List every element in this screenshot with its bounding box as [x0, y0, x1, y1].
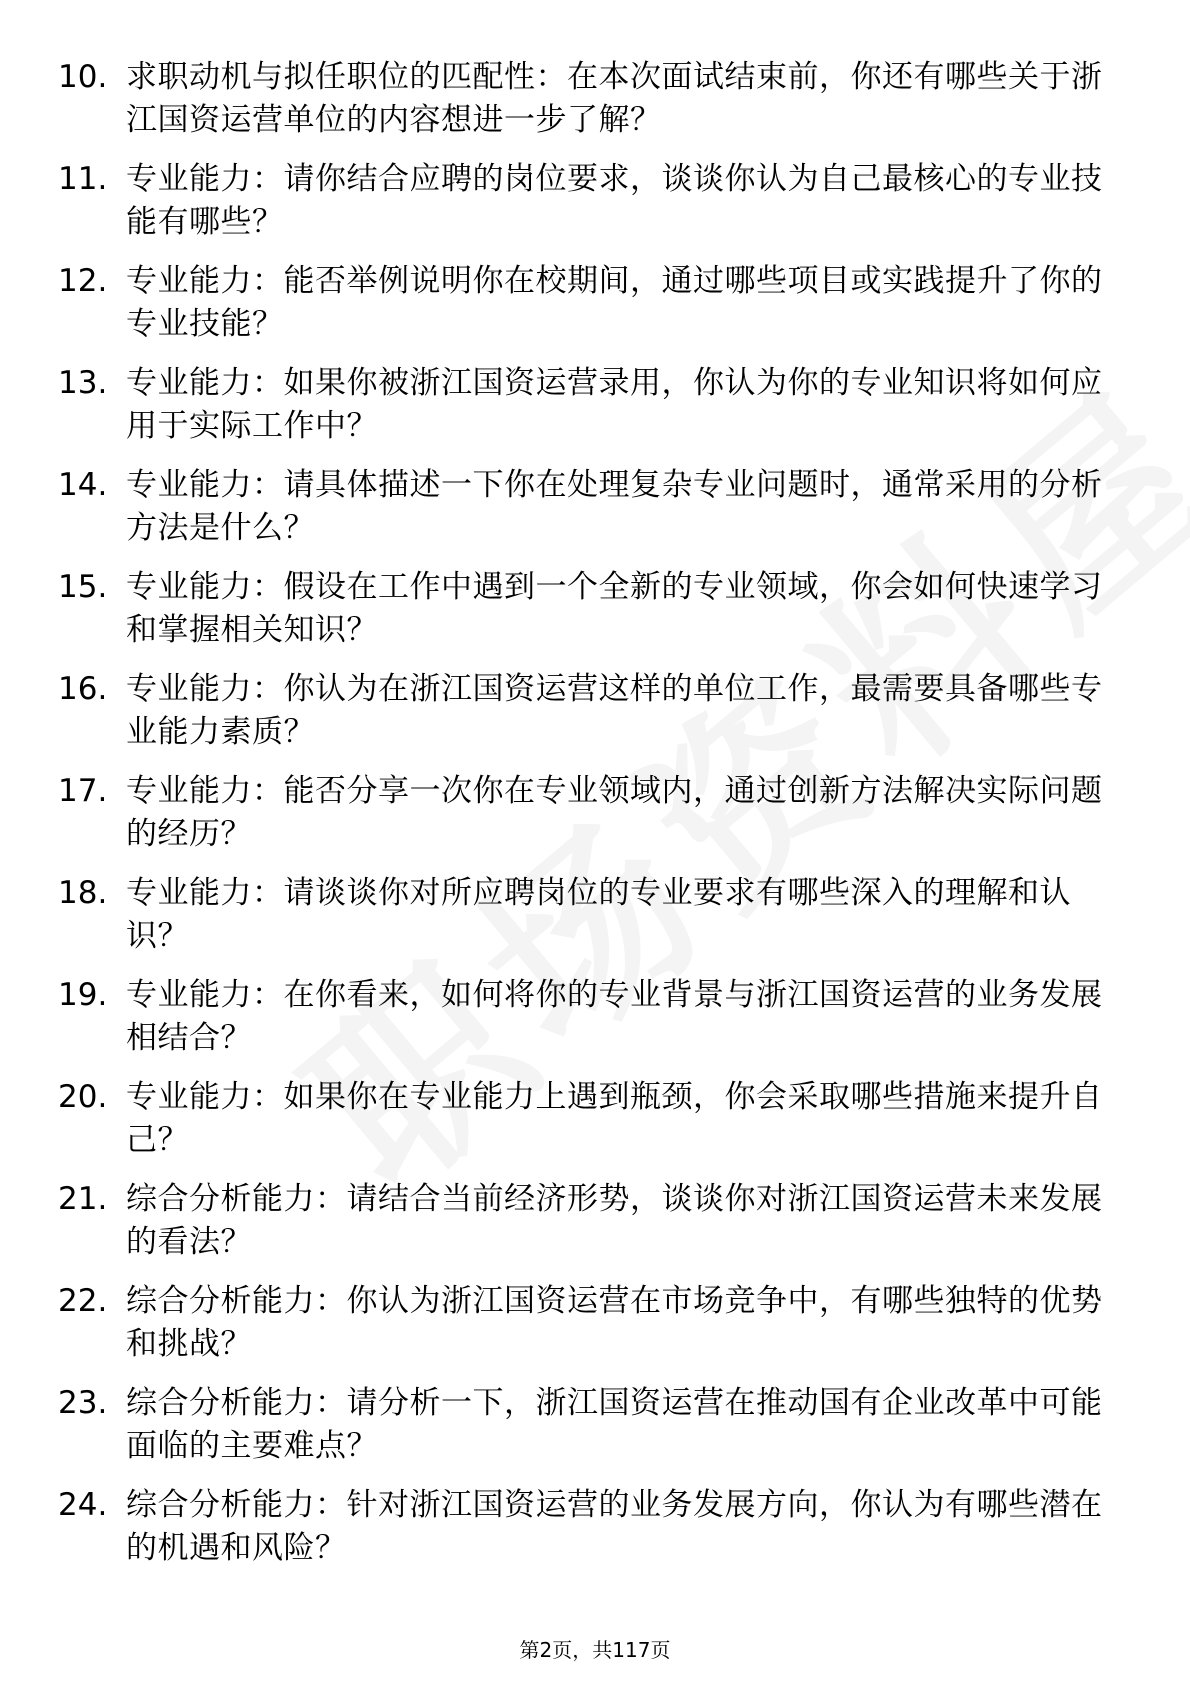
list-item [58, 1178, 1118, 1264]
question-text: 专业能力：如果你在专业能力上遇到瓶颈，你会采取哪些措施来提升自己？ [126, 1079, 1103, 1158]
list-item [58, 1382, 1118, 1468]
list-item [58, 566, 1118, 652]
question-text: 专业能力：如果你被浙江国资运营录用，你认为你的专业知识将如何应用于实际工作中？ [126, 365, 1103, 444]
question-text: 综合分析能力：针对浙江国资运营的业务发展方向，你认为有哪些潜在的机遇和风险？ [126, 1487, 1103, 1566]
question-number: 14. [58, 467, 108, 503]
question-text: 综合分析能力：请分析一下，浙江国资运营在推动国有企业改革中可能面临的主要难点？ [126, 1385, 1103, 1464]
question-number: 13. [58, 365, 108, 401]
list-item [58, 974, 1118, 1060]
list-item [58, 1484, 1118, 1570]
question-text: 专业能力：假设在工作中遇到一个全新的专业领域，你会如何快速学习和掌握相关知识？ [126, 569, 1103, 648]
question-number: 18. [58, 875, 108, 911]
list-item [58, 770, 1118, 856]
question-number: 21. [58, 1181, 108, 1217]
list-item [58, 1280, 1118, 1366]
question-number: 22. [58, 1283, 108, 1319]
list-item [58, 260, 1118, 346]
question-number: 11. [58, 161, 108, 197]
list-item [58, 362, 1118, 448]
question-number: 20. [58, 1079, 108, 1115]
question-number: 19. [58, 977, 108, 1013]
list-item [58, 56, 1118, 142]
question-number: 10. [58, 59, 108, 95]
list-item [58, 668, 1118, 754]
list-item [58, 1076, 1118, 1162]
question-number: 23. [58, 1385, 108, 1421]
question-text: 求职动机与拟任职位的匹配性：在本次面试结束前，你还有哪些关于浙江国资运营单位的内容想进一步了解？ [126, 59, 1103, 138]
question-number: 15. [58, 569, 108, 605]
question-text: 综合分析能力：你认为浙江国资运营在市场竞争中，有哪些独特的优势和挑战？ [126, 1283, 1103, 1362]
list-item [58, 872, 1118, 958]
question-text: 专业能力：在你看来，如何将你的专业背景与浙江国资运营的业务发展相结合？ [126, 977, 1103, 1056]
question-text: 专业能力：请具体描述一下你在处理复杂专业问题时，通常采用的分析方法是什么？ [126, 467, 1103, 546]
page-footer: 第2页，共117页 [519, 1638, 671, 1662]
question-number: 16. [58, 671, 108, 707]
question-text: 专业能力：能否分享一次你在专业领域内，通过创新方法解决实际问题的经历？ [126, 773, 1103, 852]
question-number: 12. [58, 263, 108, 299]
question-number: 24. [58, 1487, 108, 1523]
question-text: 综合分析能力：请结合当前经济形势，谈谈你对浙江国资运营未来发展的看法？ [126, 1181, 1103, 1260]
question-text: 专业能力：请谈谈你对所应聘岗位的专业要求有哪些深入的理解和认识？ [126, 875, 1071, 954]
question-number: 17. [58, 773, 108, 809]
question-text: 专业能力：请你结合应聘的岗位要求，谈谈你认为自己最核心的专业技能有哪些？ [126, 161, 1103, 240]
question-text: 专业能力：你认为在浙江国资运营这样的单位工作，最需要具备哪些专业能力素质？ [126, 671, 1103, 750]
list-item [58, 464, 1118, 550]
question-text: 专业能力：能否举例说明你在校期间，通过哪些项目或实践提升了你的专业技能？ [126, 263, 1103, 342]
question-list [58, 56, 1118, 1586]
list-item [58, 158, 1118, 244]
